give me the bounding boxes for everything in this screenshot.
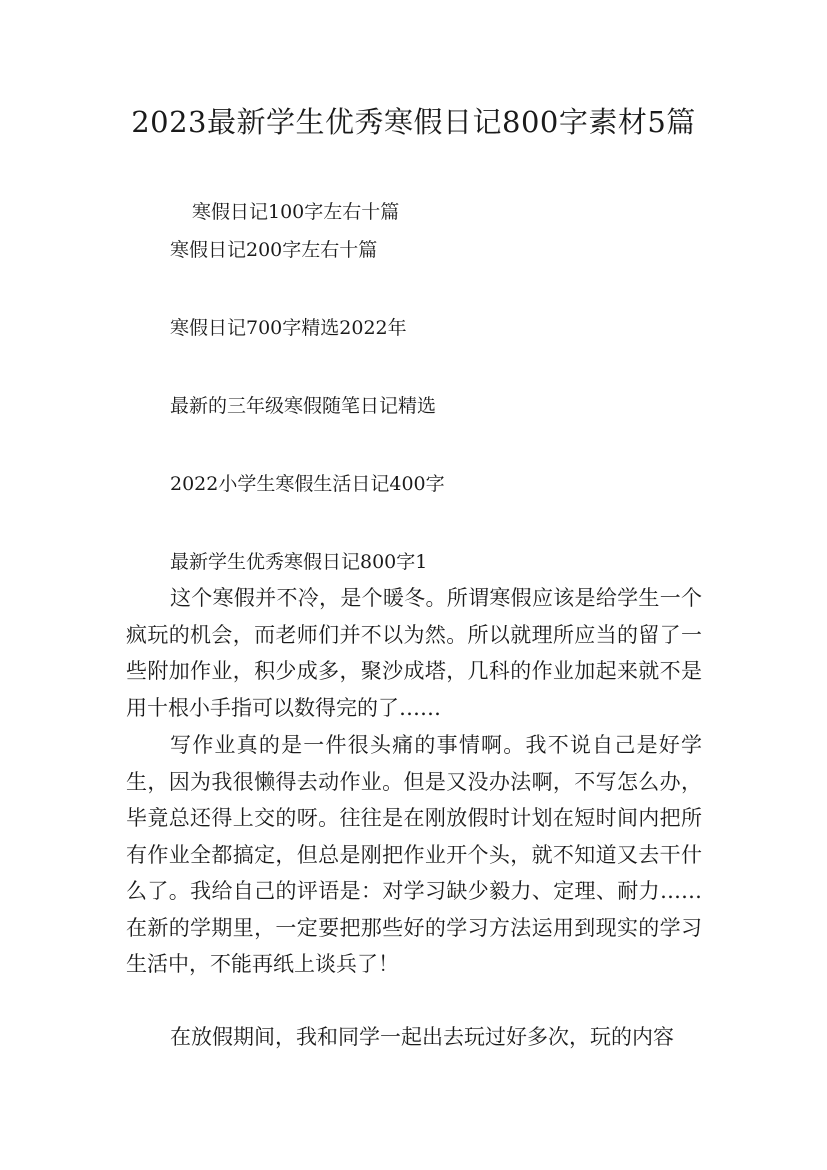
toc-item-5: 2022小学生寒假生活日记400字: [170, 473, 445, 495]
toc-item-3: 寒假日记700字精选2022年: [170, 317, 407, 339]
document-title: 2023最新学生优秀寒假日记800字素材5篇: [131, 105, 696, 139]
body-paragraph-2: 写作业真的是一件很头痛的事情啊。我不说自己是好学生，因为我很懒得去动作业。但是又没办法啊，不写怎么办，毕竟总还得上交的呀。往往是在刚放假时计划在短时间内把所有作业全都搞定，但总是刚把作业开个头，就不知道又去干什么了。我给自己的评语是：对学习缺少毅力、定理、耐力……在新的学期里，一定要把那些好的学习方法运用到现实的学习生活中，不能再纸上谈兵了！: [126, 733, 702, 976]
section-heading: 最新学生优秀寒假日记800字1: [170, 551, 428, 573]
body-paragraph-1: 这个寒假并不冷，是个暖冬。所谓寒假应该是给学生一个疯玩的机会，而老师们并不以为然。所以就理所应当的留了一些附加作业，积少成多，聚沙成塔，几科的作业加起来就不是用十根小手指可以数得完的了……: [126, 586, 702, 720]
toc-item-4: 最新的三年级寒假随笔日记精选: [170, 395, 437, 417]
toc-item-1: 寒假日记100字左右十篇: [192, 201, 400, 223]
toc-item-2: 寒假日记200字左右十篇: [170, 239, 378, 261]
body-paragraph-3: 在放假期间，我和同学一起出去玩过好多次，玩的内容: [170, 1025, 674, 1049]
